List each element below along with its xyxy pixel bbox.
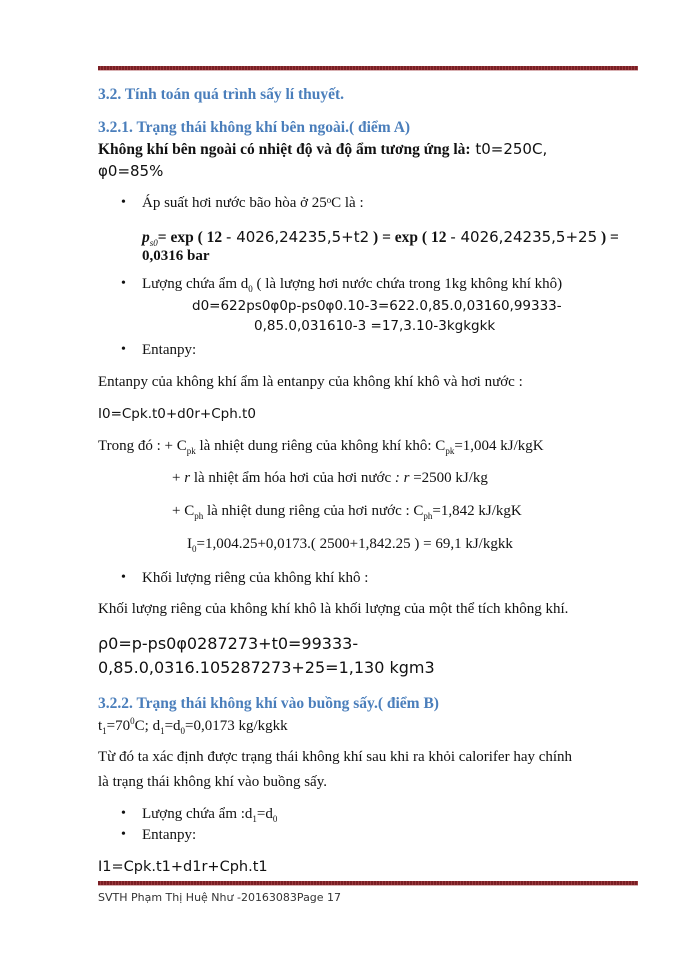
entanpy-label-b: Entanpy: (142, 827, 197, 843)
density-label: Khối lượng riêng của không khí khô : (142, 570, 369, 586)
intro-bold: Không khí bên ngoài có nhiệt độ và độ ẩm tương ứng là: (98, 141, 471, 158)
moisture-content-label: Lượng chứa ẩm $d_0$ ( là lượng hơi nước chứa trong 1kg không khí khô) (142, 276, 563, 294)
entanpy-description: Entanpy của không khí ẩm là entanpy của không khí khô và hơi nước : (98, 374, 523, 390)
intro-value: t0=250C, (470, 140, 548, 158)
subsection-title-a: 3.2.1. Trạng thái không khí bên ngoài.( điểm A) (98, 119, 411, 136)
I1-formula: I1=Cpk.t1+d1r+Cph.t1 (98, 859, 268, 875)
bullet-icon: • (121, 827, 126, 842)
I0-calculation: $I_0=1,004.25+0,0173$.( 2500+1,842.25 ) = 69,1 kJ/kgkk (187, 536, 513, 554)
page-footer: SVTH Phạm Thị Huệ Như -20163083Page 17 (98, 891, 342, 904)
header-rule (98, 66, 638, 71)
I0-formula: I0=Cpk.t0+d0r+Cph.t0 (98, 406, 256, 422)
state-b-conditions: $t_1=70^0C$; $d_1=d_0=0,0173$ kg/kgkk (98, 716, 288, 736)
subsection-title-b: 3.2.2. Trạng thái không khí vào buồng sấy.( điểm B) (98, 695, 439, 712)
d0-formula-line1: d0=622ps0φ0p-ps0φ0.10-3=622.0,85.0,03160,99333- (192, 298, 562, 314)
state-b-para-line1: Từ đó ta xác định được trạng thái không khí sau khi ra khỏi calorifer hay chính (98, 749, 573, 765)
where-cpk: Trong đó : + $C_{pk}$ là nhiệt dung riêng của không khí khô: $C_{pk}=1,004$ kJ/kgK (98, 438, 544, 456)
phi0-value: φ0=85% (98, 162, 164, 180)
intro-line (98, 140, 547, 159)
bullet-icon: • (121, 342, 126, 357)
rho-formula-line1: ρ0=p-ps0φ0287273+t0=99333- (98, 634, 359, 653)
ps0-formula: $p_{s0}= \exp$ ( 12 - 4026,24235,5+t2 ) = exp ( 12 - 4026,24235,5+25 ) = (142, 228, 619, 249)
moisture-content-b: Lượng chứa ẩm $:d_1=d_0$ (142, 806, 278, 824)
bullet-icon: • (121, 276, 126, 291)
section-title: 3.2. Tính toán quá trình sấy lí thuyết. (98, 86, 345, 103)
entanpy-label: Entanpy: (142, 342, 197, 358)
bullet-icon: • (121, 806, 126, 821)
where-r: + r là nhiệt ẩm hóa hơi của hơi nước : r =2500 kJ/kg (172, 470, 488, 486)
state-b-para-line2: là trạng thái không khí vào buồng sấy. (98, 774, 327, 790)
footer-rule (98, 881, 638, 886)
where-cph: + $C_{ph}$ là nhiệt dung riêng của hơi nước : $C_{ph}=1,842$ kJ/kgK (172, 503, 522, 521)
density-description: Khối lượng riêng của không khí khô là khối lượng của một thể tích không khí. (98, 601, 569, 617)
d0-formula-line2: 0,85.0,031610-3 =17,3.10-3kgkgkk (254, 318, 496, 334)
rho-formula-line2: 0,85.0,0316.105287273+25=1,130 kgm3 (98, 658, 435, 677)
bullet-icon: • (121, 570, 126, 585)
saturation-pressure-label: Áp suất hơi nước bão hòa ở 25ᵒC là : (142, 195, 364, 211)
bullet-icon: • (121, 195, 126, 210)
ps0-result: 0,0316 bar (142, 248, 210, 264)
